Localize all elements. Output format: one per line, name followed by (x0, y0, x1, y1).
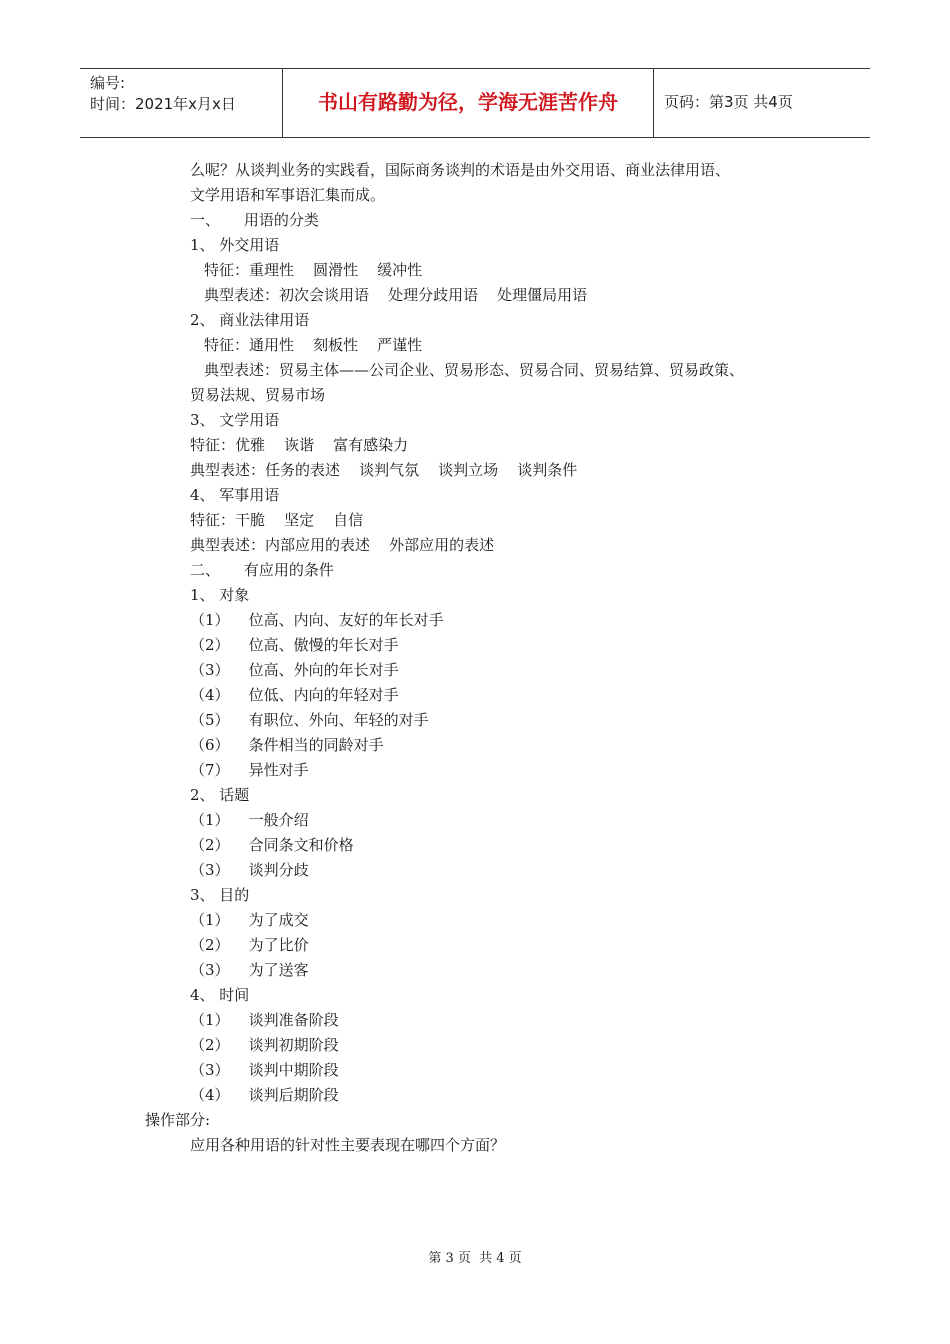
list-item: （3） 为了送客 (190, 961, 309, 979)
list-item: （2） 谈判初期阶段 (190, 1036, 339, 1054)
list-item: （3） 位高、外向的年长对手 (190, 661, 399, 679)
list-item: （1） 谈判准备阶段 (190, 1011, 339, 1029)
list-item: （6） 条件相当的同龄对手 (190, 736, 384, 754)
subsection-heading: 1、 对象 (190, 586, 250, 604)
page-number-label: 页码：第3页 共4页 (664, 93, 793, 111)
section-heading: 操作部分: (145, 1111, 211, 1129)
header-info-cell (80, 69, 282, 137)
subsection-heading: 4、 时间 (190, 986, 250, 1004)
list-item: （2） 合同条文和价格 (190, 836, 354, 854)
body-line: 特征：通用性 刻板性 严谨性 (204, 336, 423, 354)
body-line: 特征：干脆 坚定 自信 (190, 511, 364, 529)
number-label: 编号: (90, 74, 126, 92)
motto-title: 书山有路勤为径，学海无涯苦作舟 (282, 69, 654, 137)
subsection-heading: 4、 军事用语 (190, 486, 280, 504)
list-item: （5） 有职位、外向、年轻的对手 (190, 711, 429, 729)
body-line: 典型表述：贸易主体——公司企业、贸易形态、贸易合同、贸易结算、贸易政策、 (204, 361, 745, 379)
time-label: 时间：2021年x月x日 (90, 95, 236, 113)
list-item: （7） 异性对手 (190, 761, 309, 779)
list-item: （1） 为了成交 (190, 911, 309, 929)
body-line: 么呢？从谈判业务的实践看，国际商务谈判的术语是由外交用语、商业法律用语、 (190, 161, 731, 179)
subsection-heading: 3、 文学用语 (190, 411, 280, 429)
subsection-heading: 2、 话题 (190, 786, 250, 804)
body-line: 特征：重理性 圆滑性 缓冲性 (204, 261, 423, 279)
body-line: 贸易法规、贸易市场 (190, 386, 326, 404)
body-line: 典型表述：初次会谈用语 处理分歧用语 处理僵局用语 (204, 286, 588, 304)
body-line: 文学用语和军事语汇集而成。 (190, 186, 386, 204)
list-item: （1） 位高、内向、友好的年长对手 (190, 611, 444, 629)
subsection-heading: 2、 商业法律用语 (190, 311, 310, 329)
section-heading: 一、 用语的分类 (190, 211, 319, 229)
list-item: （3） 谈判分歧 (190, 861, 309, 879)
page-header (80, 68, 870, 138)
body-line: 应用各种用语的针对性主要表现在哪四个方面？ (190, 1136, 506, 1154)
subsection-heading: 1、 外交用语 (190, 236, 280, 254)
list-item: （3） 谈判中期阶段 (190, 1061, 339, 1079)
page-footer: 第 3 页 共 4 页 (428, 1251, 522, 1266)
section-heading: 二、 有应用的条件 (190, 561, 334, 579)
list-item: （2） 位高、傲慢的年长对手 (190, 636, 399, 654)
list-item: （4） 位低、内向的年轻对手 (190, 686, 399, 704)
body-line: 典型表述：任务的表述 谈判气氛 谈判立场 谈判条件 (190, 461, 578, 479)
list-item: （4） 谈判后期阶段 (190, 1086, 339, 1104)
body-line: 特征：优雅 诙谐 富有感染力 (190, 436, 409, 454)
list-item: （1） 一般介绍 (190, 811, 309, 829)
body-line: 典型表述：内部应用的表述 外部应用的表述 (190, 536, 495, 554)
list-item: （2） 为了比价 (190, 936, 309, 954)
subsection-heading: 3、 目的 (190, 886, 250, 904)
